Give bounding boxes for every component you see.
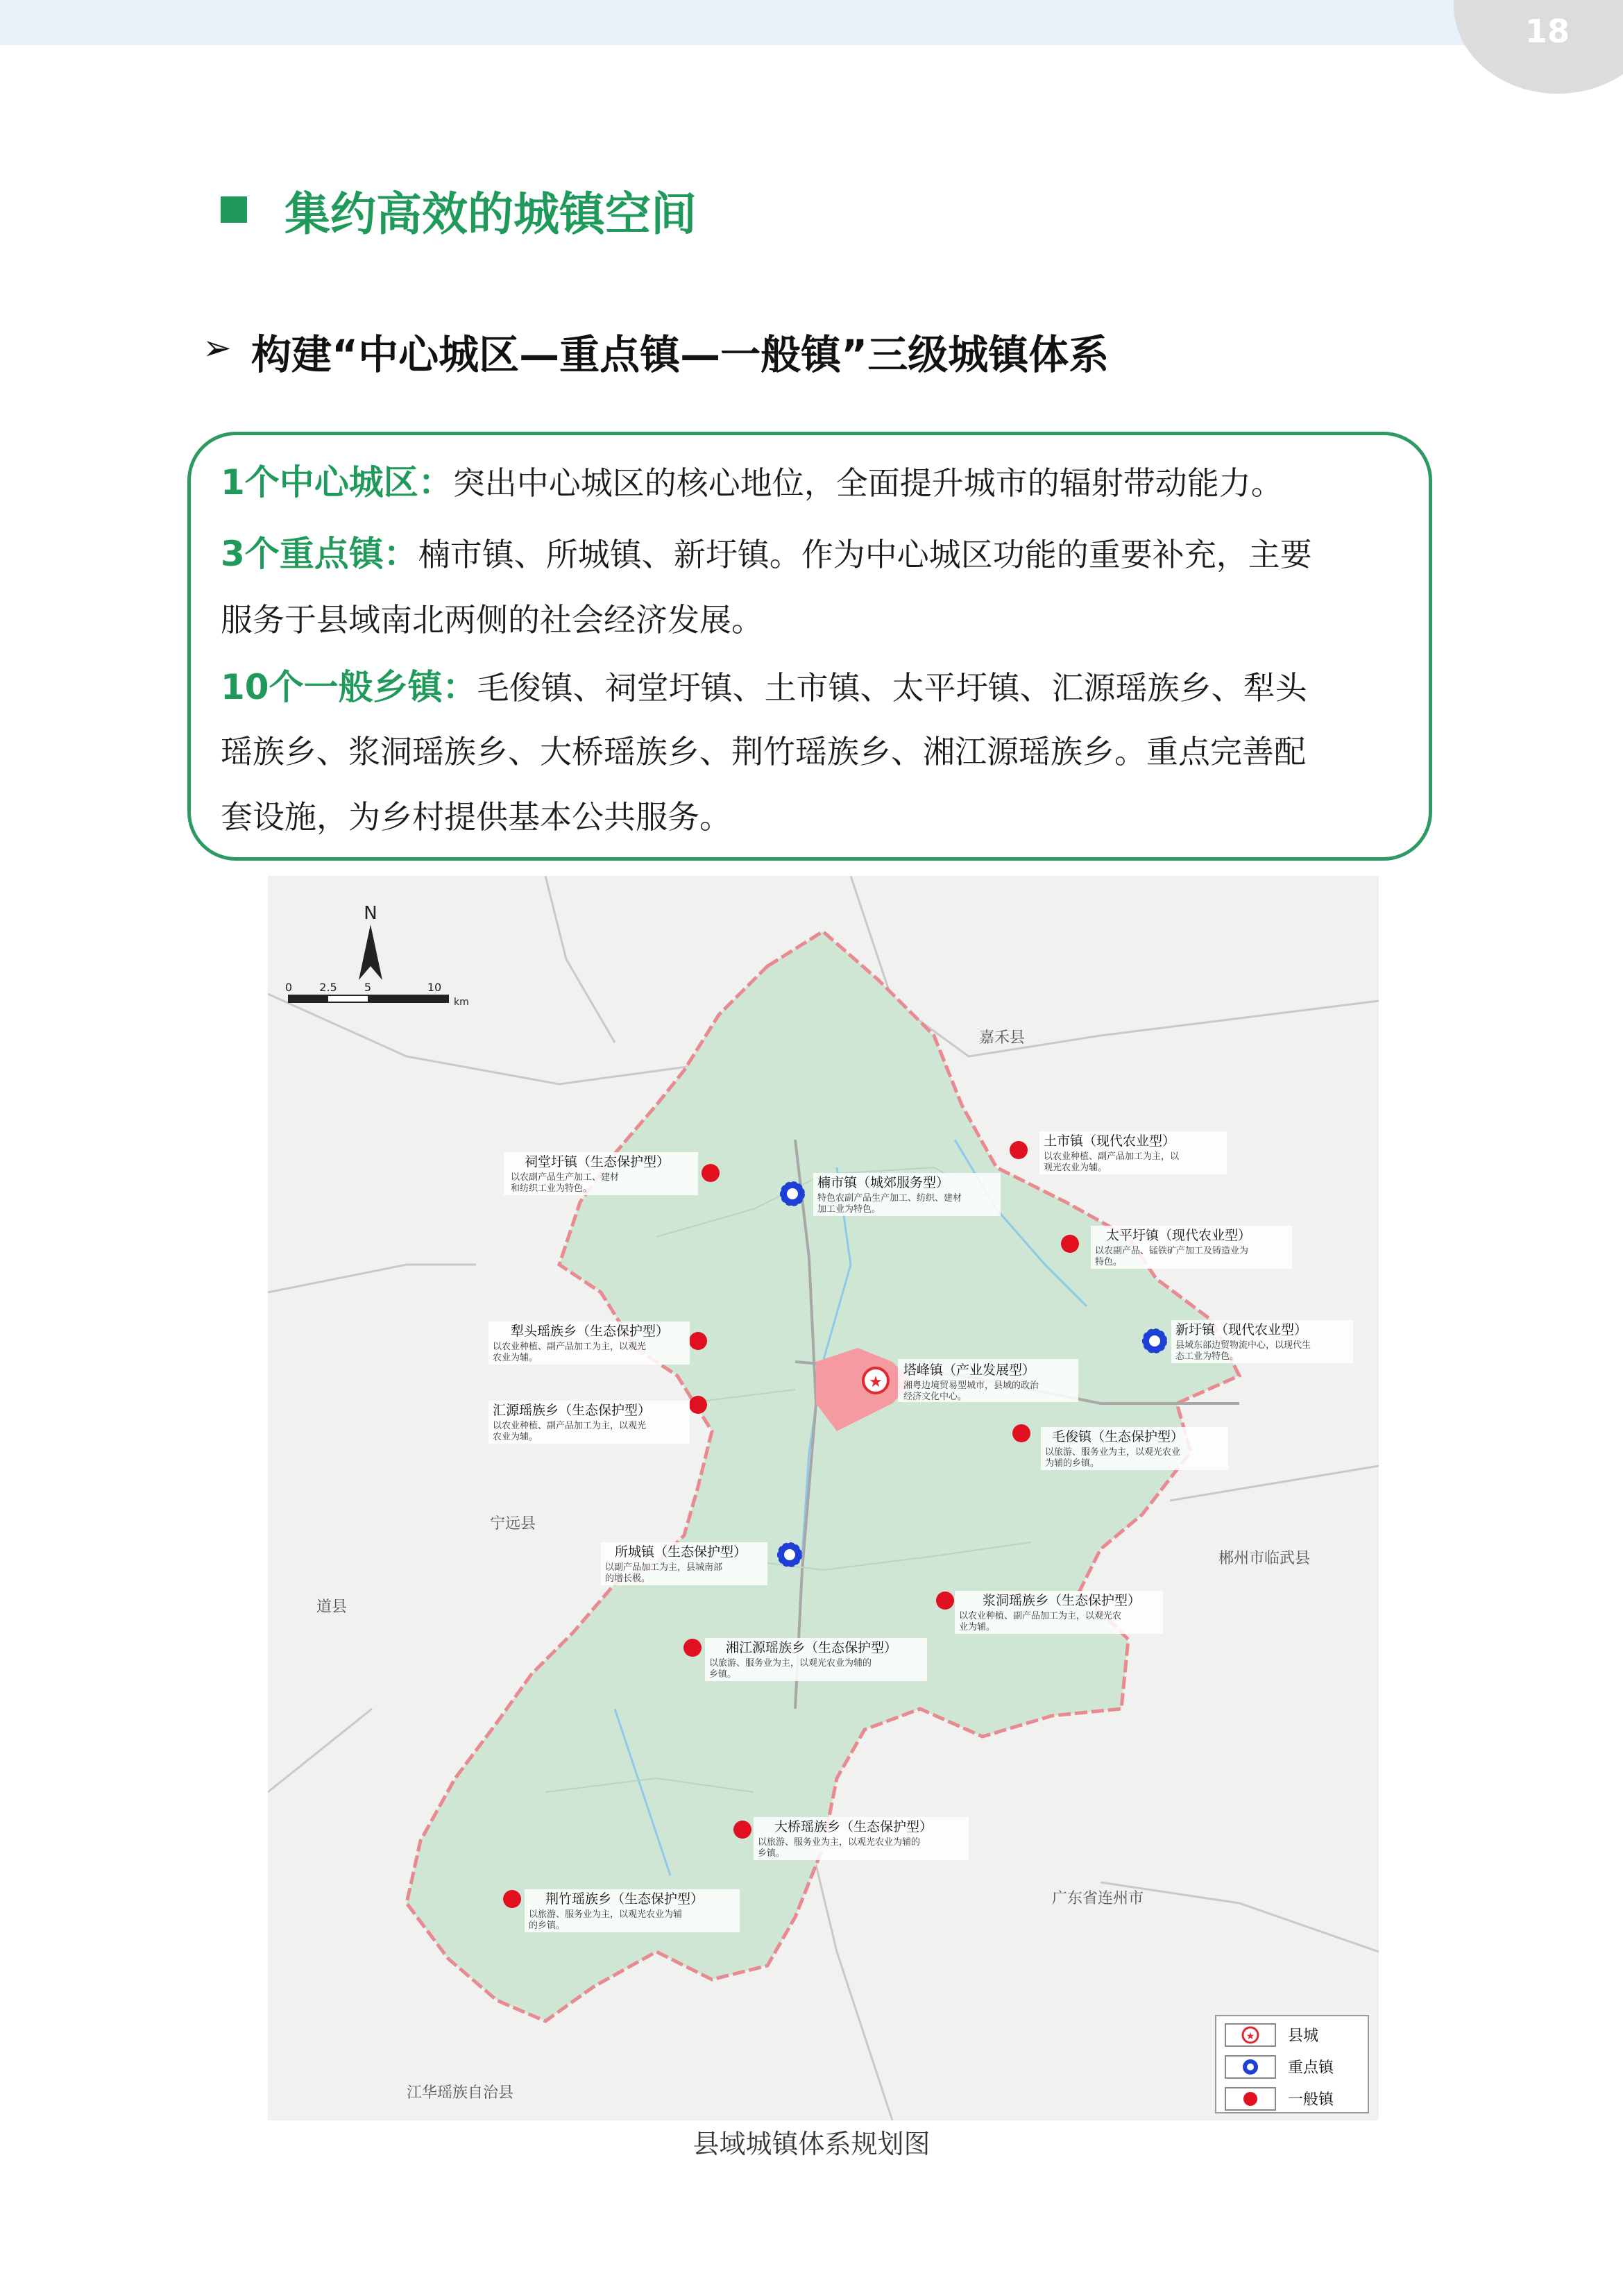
key-towns-text-2: 服务于县域南北两侧的社会经济发展。 [221, 601, 763, 639]
region-label: 郴州市临武县 [1218, 1550, 1311, 1567]
scale-tick: 5 [364, 981, 372, 994]
para-center-city [221, 462, 1283, 504]
region-label: 道县 [316, 1598, 348, 1616]
town-desc: 以旅游、服务业为主，以观光农业 [1045, 1447, 1181, 1458]
town-desc: 以农业种植、副产品加工为主，以 [1044, 1151, 1180, 1162]
town-name: 土市镇（现代农业型） [1044, 1133, 1176, 1149]
town-desc: 以农副产品、锰铁矿产加工及铸造业为 [1095, 1246, 1249, 1256]
town-name: 楠市镇（城郊服务型） [817, 1175, 950, 1190]
top-band [0, 0, 1623, 45]
town-name: 汇源瑶族乡（生态保护型） [493, 1403, 652, 1418]
town-desc: 以旅游、服务业为主，以观光农业为辅的 [709, 1658, 872, 1669]
general-town-犁头 [488, 1322, 707, 1365]
center-city-label: 1个中心城区： [221, 462, 453, 503]
town-name: 大桥瑶族乡（生态保护型） [774, 1819, 933, 1834]
town-desc: 特色。 [1095, 1257, 1123, 1267]
town-desc: 和纺织工业为特色。 [511, 1183, 593, 1194]
map-legend [1216, 2016, 1368, 2113]
town-name: 太平圩镇（现代农业型） [1106, 1228, 1252, 1243]
general-towns-text-3: 套设施，为乡村提供基本公共服务。 [221, 798, 731, 836]
general-town-湘江源 [683, 1638, 927, 1681]
town-desc: 以旅游、服务业为主，以观光农业为辅 [529, 1909, 683, 1920]
general-town-大桥 [733, 1817, 969, 1860]
key-towns-label: 3个重点镇： [221, 534, 418, 574]
town-name: 祠堂圩镇（生态保护型） [525, 1154, 670, 1170]
center-city-text: 突出中心城区的核心地位，全面提升城市的辐射带动能力。 [452, 464, 1283, 502]
general-town-毛俊 [1012, 1424, 1228, 1470]
general-towns-text-2: 瑶族乡、浆洞瑶族乡、大桥瑶族乡、荆竹瑶族乡、湘江源瑶族乡。重点完善配 [221, 733, 1306, 770]
general-town-汇源 [488, 1396, 707, 1444]
town-desc: 加工业为特色。 [817, 1204, 881, 1215]
town-desc: 以农业种植、副产品加工为主，以观光农 [959, 1611, 1122, 1621]
town-name: 浆洞瑶族乡（生态保护型） [983, 1593, 1141, 1608]
county-seat-desc: 经济文化中心。 [903, 1392, 967, 1402]
general-towns-label: 10个一般乡镇： [221, 667, 477, 707]
scale-tick: 0 [284, 981, 293, 994]
town-name: 新圩镇（现代农业型） [1175, 1322, 1308, 1337]
general-town-太平圩 [1061, 1226, 1292, 1269]
general-town-荆竹 [503, 1889, 740, 1932]
town-name: 毛俊镇（生态保护型） [1052, 1429, 1184, 1444]
town-name: 荆竹瑶族乡（生态保护型） [545, 1891, 704, 1907]
town-desc: 以农副产品生产加工、建材 [511, 1172, 620, 1183]
arrow-bullet-icon: ➢ [203, 328, 232, 368]
page-number: 18 [1524, 12, 1570, 50]
section-bullet-icon [221, 196, 247, 223]
county-seat-name: 塔峰镇（产业发展型） [903, 1362, 1036, 1378]
scale-segment [368, 995, 448, 1002]
svg-text:★: ★ [1246, 2031, 1255, 2042]
general-town-浆洞 [936, 1591, 1163, 1634]
town-desc: 的增长极。 [605, 1573, 651, 1584]
region-label: 广东省连州市 [1052, 1890, 1144, 1907]
legend-county-label: 县城 [1288, 2027, 1319, 2045]
town-name: 所城镇（生态保护型） [615, 1544, 747, 1560]
town-desc: 以农业种植、副产品加工为主，以观光 [493, 1342, 647, 1352]
legend-general-town-icon [1243, 2092, 1257, 2106]
key-towns-text-1: 楠市镇、所城镇、新圩镇。作为中心城区功能的重要补充，主要 [418, 536, 1312, 573]
town-desc: 态工业为特色。 [1175, 1351, 1239, 1362]
scale-tick: 2.5 [319, 981, 337, 994]
town-desc: 农业为辅。 [493, 1432, 538, 1442]
town-system-map [268, 876, 1379, 2120]
scale-tick: 10 [427, 981, 442, 994]
town-desc: 乡镇。 [758, 1848, 785, 1859]
county-seat-desc: 湘粤边境贸易型城市，县域的政治 [903, 1381, 1039, 1391]
town-desc: 观光农业为辅。 [1044, 1163, 1107, 1173]
town-name: 犁头瑶族乡（生态保护型） [511, 1324, 670, 1339]
subtitle: 构建“中心城区—重点镇—一般镇”三级城镇体系 [251, 331, 1110, 378]
town-desc: 为辅的乡镇。 [1045, 1458, 1100, 1469]
town-desc: 农业为辅。 [493, 1353, 538, 1363]
para-general-towns [221, 666, 1307, 709]
town-desc: 乡镇。 [709, 1669, 737, 1680]
svg-text:★: ★ [869, 1374, 883, 1391]
section-title: 集约高效的城镇空间 [284, 187, 697, 241]
para-key-towns [221, 533, 1312, 575]
town-desc: 的乡镇。 [529, 1921, 566, 1931]
legend-general-town-label: 一般镇 [1288, 2091, 1334, 2109]
key-town-新圩 [1143, 1320, 1353, 1363]
region-label: 江华瑶族自治县 [407, 2084, 514, 2102]
town-desc: 县域东部边贸物流中心，以现代生 [1175, 1340, 1311, 1351]
region-label: 宁远县 [490, 1515, 536, 1533]
scale-unit: km [454, 997, 469, 1008]
town-name: 湘江源瑶族乡（生态保护型） [726, 1640, 898, 1655]
north-label: N [364, 903, 377, 924]
map-caption: 县域城镇体系规划图 [692, 2129, 931, 2159]
town-desc: 业为辅。 [959, 1622, 996, 1632]
general-town-祠堂圩 [504, 1152, 720, 1195]
key-town-楠市 [781, 1173, 1001, 1216]
town-desc: 以旅游、服务业为主，以观光农业为辅的 [758, 1837, 921, 1848]
legend-key-town-label: 重点镇 [1288, 2059, 1334, 2077]
scale-segment [289, 995, 328, 1002]
town-desc: 特色农副产品生产加工、纺织、建材 [817, 1193, 962, 1204]
general-towns-text-1: 毛俊镇、祠堂圩镇、土市镇、太平圩镇、汇源瑶族乡、犁头 [477, 669, 1307, 707]
region-label: 嘉禾县 [979, 1029, 1026, 1047]
town-desc: 以农业种植、副产品加工为主，以观光 [493, 1421, 647, 1431]
town-desc: 以副产品加工为主，县城南部 [605, 1562, 723, 1573]
general-town-土市 [1010, 1131, 1227, 1174]
